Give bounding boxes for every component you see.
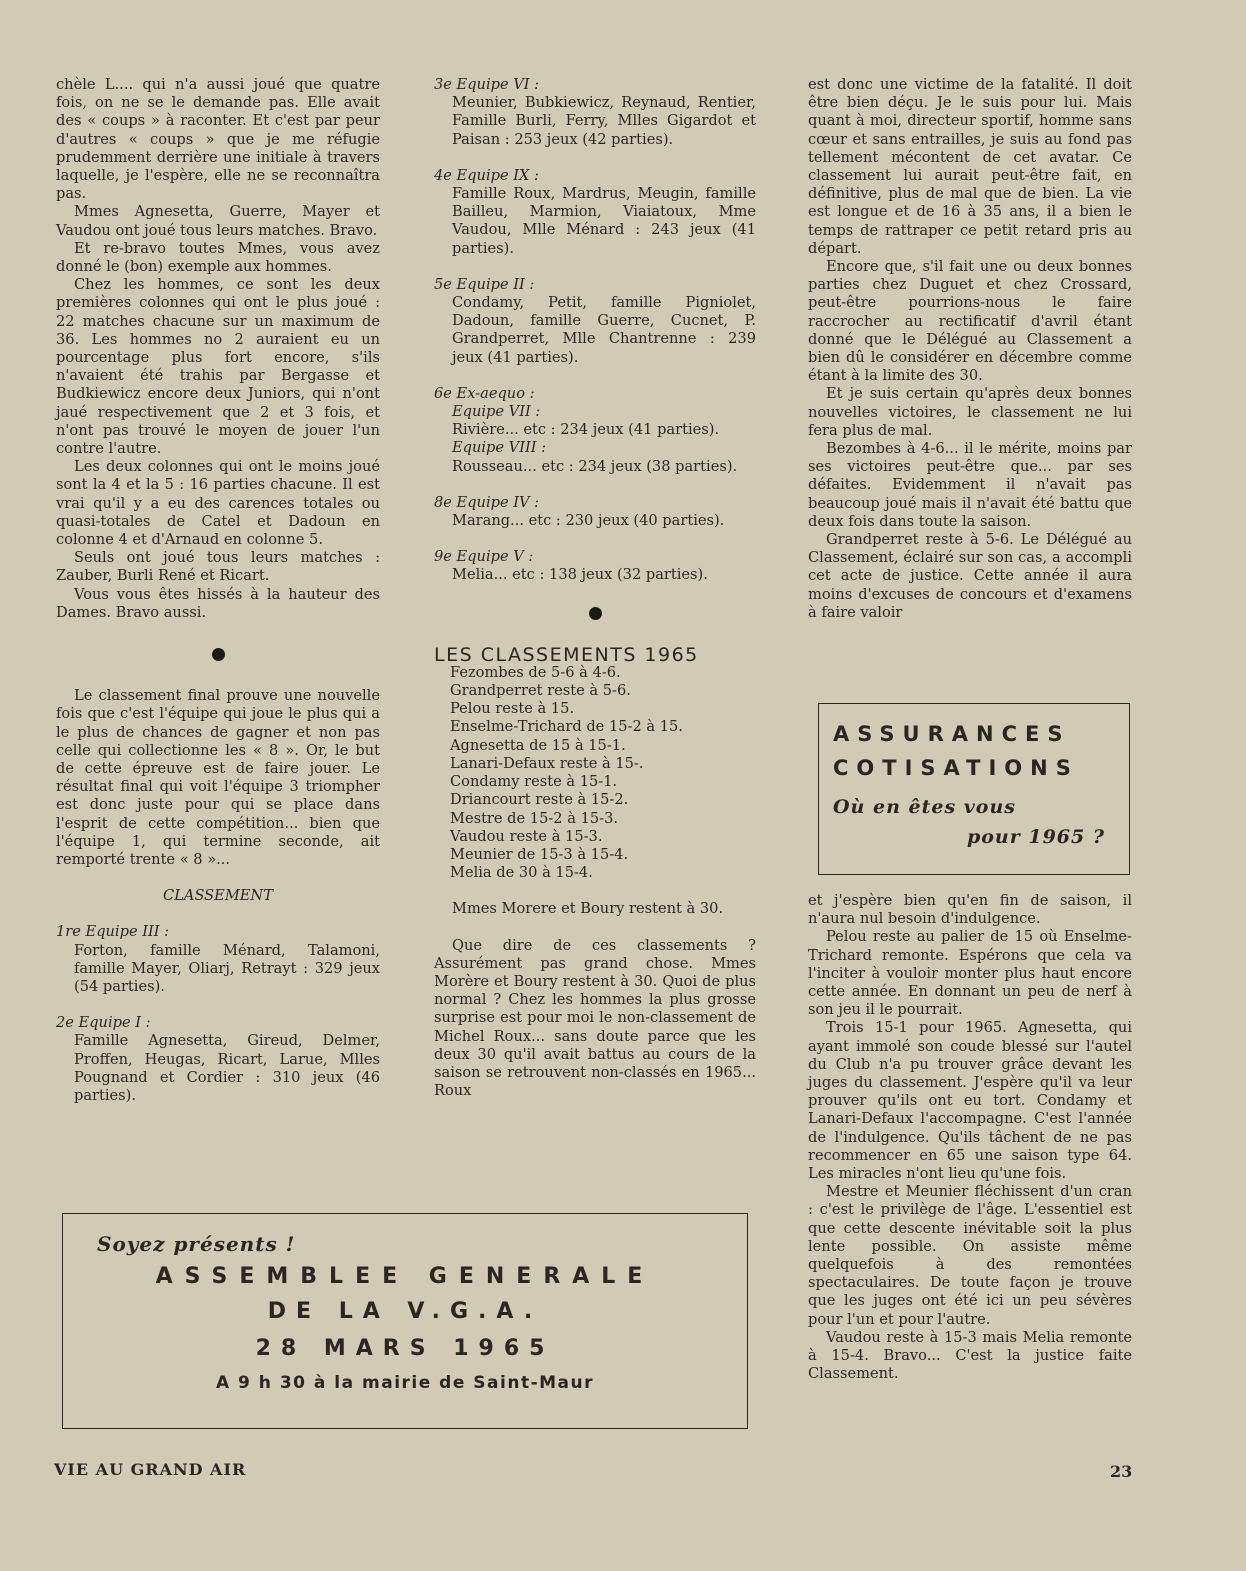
list-item: Driancourt reste à 15-2. (450, 791, 629, 809)
team-entry: Famille Roux, Mardrus, Meugin, famille Bailleu, Marmion, Viaiatoux, Mme Vaudou, Mlle Ménard : 243 jeux (41 parties). (452, 185, 756, 257)
team-entry: Melia... etc : 138 jeux (32 parties). (452, 566, 708, 584)
team-entry: Forton, famille Ménard, Talamoni, famille Mayer, Oliarj, Retrayt : 329 jeux (54 parties). (74, 941, 380, 995)
classements-heading: LES CLASSEMENTS 1965 (434, 643, 699, 666)
ag-organisation: DE LA V.G.A. (267, 1299, 543, 1324)
column-right-bottom (808, 892, 1132, 1383)
team-heading: 2e Equipe I : (56, 1014, 151, 1032)
team-entry: Rivière... etc : 234 jeux (41 parties). (452, 421, 720, 439)
classement-subheading: CLASSEMENT (163, 887, 273, 905)
paragraph: Mestre et Meunier fléchissent d'un cran : c'est le privilège de l'âge. L'essentiel est que cette descente inévitable soit la plus lente possible. On assiste même quelquefois à des remontées spectaculaires. De toute façon je trouve que les juges ont été ici un peu sévères pour l'un et pour l'autre. (808, 1183, 1132, 1328)
team-heading: 6e Ex-aequo : (434, 384, 535, 402)
list-item: Melia de 30 à 15-4. (450, 864, 593, 882)
column-left (56, 76, 380, 1105)
assurances-year: pour 1965 ? (966, 826, 1105, 848)
paragraph: Grandperret reste à 5-6. Le Délégué au Classement, éclairé sur son cas, a accompli cet acte de justice. Cette année il aura moins d'excuses de concours et d'examens à faire valoir (808, 531, 1132, 621)
paragraph: Bezombes à 4-6... il le mérite, moins par ses victoires peut-être que... par ses défaites. Evidemment il n'avait pas beaucoup joué mais il n'avait été battu que deux fois dans toute la saison. (808, 440, 1132, 530)
team-heading: 4e Equipe IX : (434, 166, 539, 184)
list-item: Fezombes de 5-6 à 4-6. (450, 663, 621, 681)
paragraph: Que dire de ces classements ? Assurément pas grand chose. Mmes Morère et Boury restent à 30. Quoi de plus normal ? Chez les hommes la plus grosse surprise est pour moi le non-classement de Michel Roux... sans doute parce que les deux 30 qu'il avait battus au cours de la saison se retrouvent non-classés en 1965... Roux (434, 936, 756, 1100)
team-entry: Condamy, Petit, famille Pigniolet, Dadoun, famille Guerre, Cucnet, P. Grandperret, Mlle Chantrenne : 239 jeux (41 parties). (452, 294, 756, 366)
cotisations-title: COTISATIONS (833, 756, 1079, 780)
paragraph: Et re-bravo toutes Mmes, vous avez donné le (bon) exemple aux hommes. (56, 239, 380, 276)
paragraph: Mmes Agnesetta, Guerre, Mayer et Vaudou ont joué tous leurs matches. Bravo. (56, 203, 380, 239)
ag-location: A 9 h 30 à la mairie de Saint-Maur (215, 1373, 595, 1393)
paragraph: et j'espère bien qu'en fin de saison, il n'aura nul besoin d'indulgence. (808, 892, 1132, 928)
ag-date: 28 MARS 1965 (255, 1336, 555, 1361)
column-right-top (808, 76, 1132, 622)
paragraph: chèle L.... qui n'a aussi joué que quatre fois, on ne se le demande pas. Elle avait des « coups » à raconter. Et c'est par peur d'autres « coups » que je me réfugie prudemment derrière une initiale à travers laquelle, je l'espère, elle ne se reconnaîtra pas. (56, 76, 380, 203)
list-item: Vaudou reste à 15-3. (450, 827, 603, 845)
team-heading: 5e Equipe II : (434, 275, 535, 293)
magazine-name: VIE AU GRAND AIR (54, 1460, 247, 1479)
paragraph: Vaudou reste à 15-3 mais Melia remonte à 15-4. Bravo... C'est la justice faite Classement. (808, 1328, 1132, 1383)
column-middle (434, 76, 756, 1100)
list-item: Mestre de 15-2 à 15-3. (450, 809, 618, 827)
paragraph: Seuls ont joué tous leurs matches : Zauber, Burli René et Ricart. (56, 549, 380, 585)
list-item: Condamy reste à 15-1. (450, 773, 618, 791)
team-heading: 1re Equipe III : (56, 923, 170, 941)
assurances-question: Où en êtes vous (833, 796, 1016, 818)
bullet-separator (589, 607, 602, 620)
team-heading: 8e Equipe IV : (434, 493, 540, 511)
team-entry: Rousseau... etc : 234 jeux (38 parties). (452, 457, 738, 475)
paragraph: est donc une victime de la fatalité. Il doit être bien déçu. Je le suis pour lui. Mais quant à moi, directeur sportif, homme sans cœur et sans entrailles, je suis au fond pas tellement mécontent de cet avatar. Ce classement lui aurait peut-être fait, en définitive, plus de mal que de bien. La vie est longue et de 16 à 35 ans, il a bien le temps de rattraper ce petit retard pris au départ. (808, 76, 1132, 257)
team-entry: Marang... etc : 230 jeux (40 parties). (452, 512, 725, 530)
paragraph: Chez les hommes, ce sont les deux premières colonnes qui ont le plus joué : 22 matches chacune sur un maximum de 36. Les hommes no 2 auraient eu un pourcentage plus fort encore, s'ils n'avaient été trahis par Bergasse et Budkiewicz encore deux Juniors, qui n'ont jaué respectivement que 2 et 3 fois, et n'ont pas trouvé le moyen de jouer l'un contre l'autre. (56, 276, 380, 458)
paragraph: Vous vous êtes hissés à la hauteur des Dames. Bravo aussi. (56, 585, 380, 621)
paragraph: Encore que, s'il fait une ou deux bonnes parties chez Duguet et chez Crossard, peut-être pourrions-nous le faire raccrocher au rectificatif d'avril étant donné que le Délégué au Classement a bien dû le considérer en décembre comme étant à la limite des 30. (808, 258, 1132, 385)
assurances-title: ASSURANCES (833, 722, 1071, 746)
bullet-separator (212, 648, 225, 661)
list-item: Grandperret reste à 5-6. (450, 682, 631, 700)
assemblee-generale-box (62, 1213, 748, 1429)
list-item: Meunier de 15-3 à 15-4. (450, 845, 629, 863)
list-item: Pelou reste à 15. (450, 700, 575, 718)
paragraph: Et je suis certain qu'après deux bonnes nouvelles victoires, le classement ne lui fera plus de mal. (808, 385, 1132, 439)
paragraph: Mmes Morere et Boury restent à 30. (452, 900, 724, 918)
list-item: Agnesetta de 15 à 15-1. (450, 736, 626, 754)
paragraph: Trois 15-1 pour 1965. Agnesetta, qui ayant immolé son coude blessé sur l'autel du Club n'a pu trouver grâce devant les juges du classement. J'espère qu'il va leur prouver qu'ils ont eu tort. Condamy et Lanari-Defaux l'accompagne. C'est l'année de l'indulgence. Qu'ils tâchent de ne pas recommencer en 65 une saison type 64. Les miracles n'ont lieu qu'une fois. (808, 1019, 1132, 1183)
team-entry: Famille Agnesetta, Gireud, Delmer, Proffen, Heugas, Ricart, Larue, Mlles Pougnand et Cordier : 310 jeux (46 parties). (74, 1032, 380, 1104)
team-subheading: Equipe VIII : (452, 439, 547, 457)
classement-list (434, 664, 756, 882)
paragraph: Les deux colonnes qui ont le moins joué sont la 4 et la 5 : 16 parties chacune. Il est vrai qu'il y a eu des carences totales ou quasi-totales de Catel et Dadoun en colonne 4 et d'Arnaud en colonne 5. (56, 458, 380, 549)
list-item: Lanari-Defaux reste à 15-. (450, 754, 644, 772)
paragraph: Le classement final prouve une nouvelle fois que c'est l'équipe qui joue le plus qui a le plus de chances de gagner et non pas celle qui collectionne les « 8 ». Or, le but de cette épreuve est de faire jouer. Le résultat final qui voit l'équipe 3 triompher est donc juste pour qui se place dans l'esprit de cette compétition... bien que l'équipe 1, qui termine seconde, ait remporté trente « 8 »... (56, 687, 380, 868)
team-heading: 3e Equipe VI : (434, 76, 540, 93)
assurances-box (818, 703, 1130, 875)
team-heading: 9e Equipe V : (434, 548, 534, 566)
ag-invitation: Soyez présents ! (97, 1232, 296, 1256)
paragraph: Pelou reste au palier de 15 où Enselme-Trichard remonte. Espérons que cela va l'inciter à vouloir monter plus haut encore cette année. En donnant un peu de nerf à son jeu il le pourrait. (808, 928, 1132, 1019)
ag-title: ASSEMBLEE GENERALE (155, 1264, 655, 1289)
team-entry: Meunier, Bubkiewicz, Reynaud, Rentier, Famille Burli, Ferry, Mlles Gigardot et Paisan : 253 jeux (42 parties). (452, 94, 756, 148)
team-subheading: Equipe VII : (452, 403, 541, 421)
page-number: 23 (1110, 1462, 1133, 1481)
list-item: Enselme-Trichard de 15-2 à 15. (450, 718, 683, 736)
